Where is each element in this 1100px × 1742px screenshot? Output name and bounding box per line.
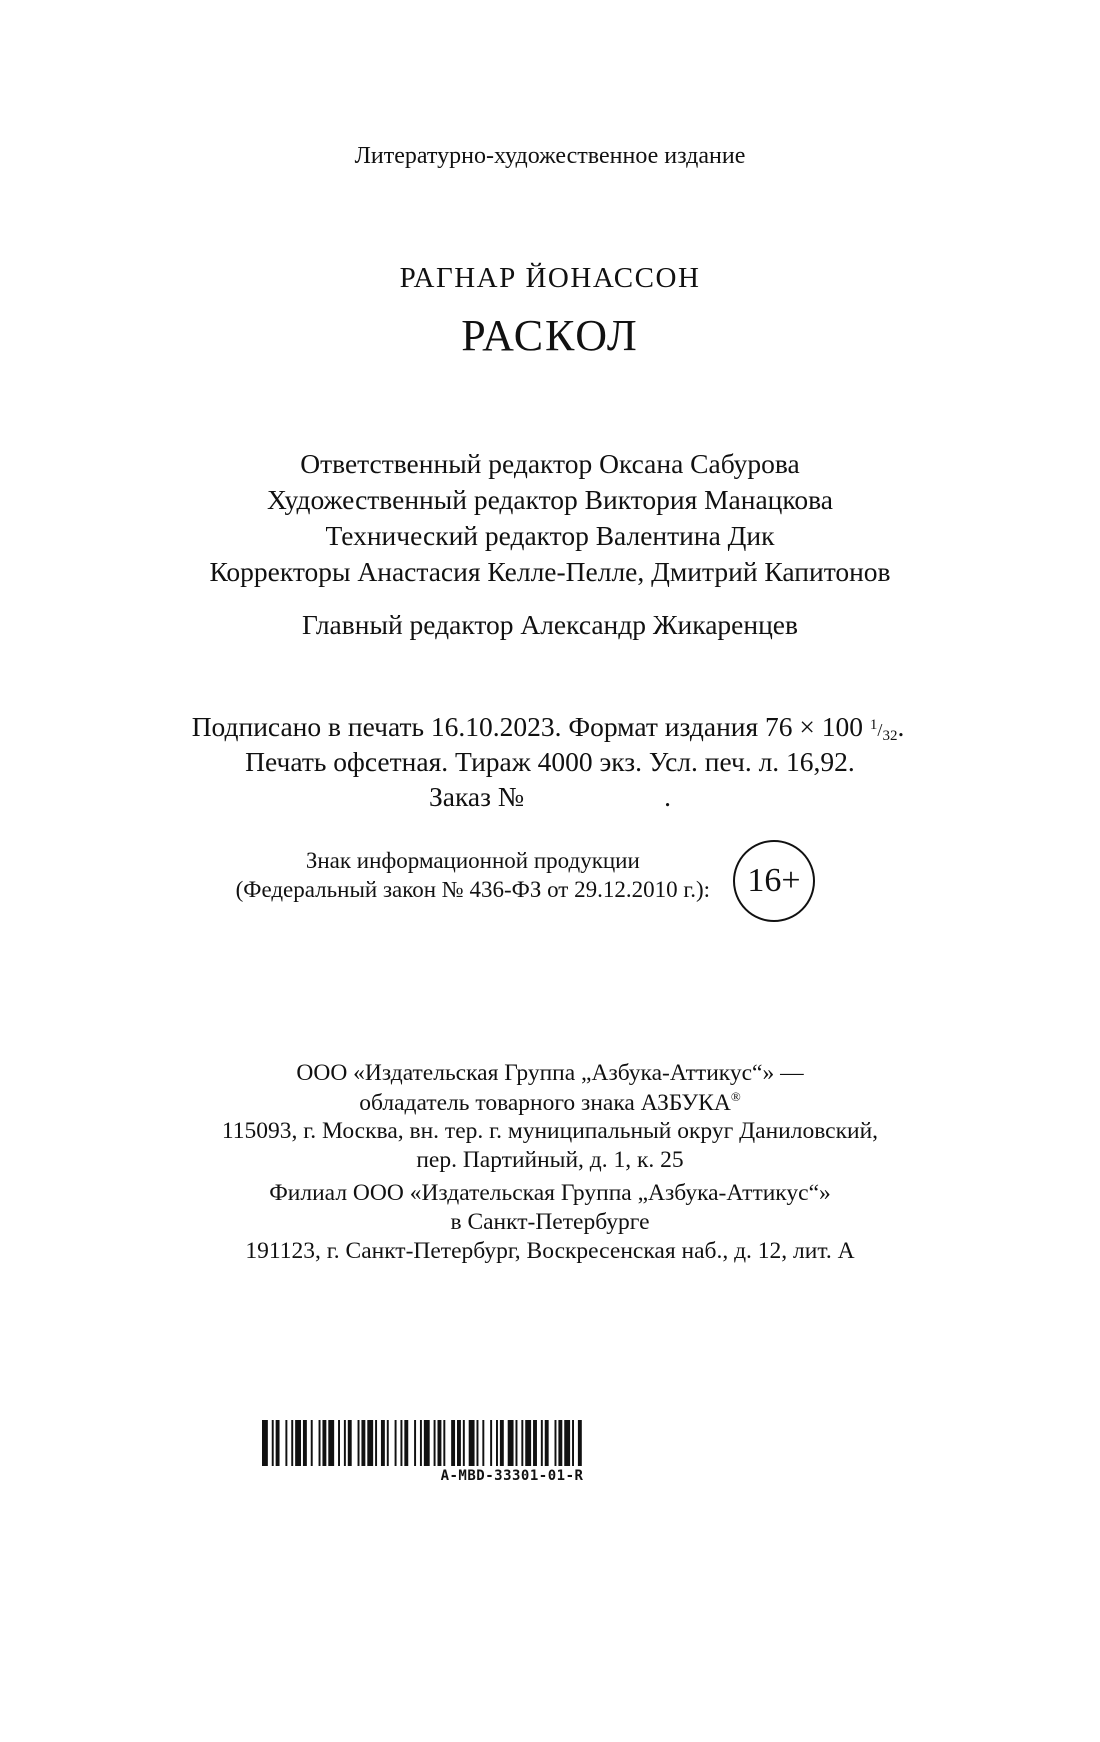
order-end: . [664,781,671,812]
barcode-bar [521,1420,523,1466]
barcode-bar [578,1420,582,1466]
book-title: РАСКОЛ [461,311,639,360]
barcode-bar [469,1420,475,1466]
format-fraction [869,717,898,744]
barcode-code: A-MBD-33301-01-R [440,1468,584,1484]
barcode-bar [381,1420,385,1466]
barcode-bar [482,1420,484,1466]
barcode-bar [545,1420,549,1466]
barcode-bar [564,1420,570,1466]
barcode-bar [525,1420,531,1466]
barcode-bar [438,1420,442,1466]
barcode-bar [328,1420,334,1466]
barcode-bar [295,1420,301,1466]
proofreaders: Корректоры Анастасия Келле-Пелле, Дмитрий Капитонов [209,556,891,587]
barcode-bar [457,1420,461,1466]
technical-editor: Технический редактор Валентина Дик [325,520,775,551]
barcode-bar [404,1420,408,1466]
barcode-bars [262,1420,762,1468]
barcode-bar [348,1420,352,1466]
order-line [0,781,1100,813]
barcode-bar [358,1420,360,1466]
barcode [262,1420,762,1520]
barcode-bar [322,1420,326,1466]
barcode-bar [420,1420,422,1466]
barcode-bar [414,1420,416,1466]
barcode-bar [338,1420,340,1466]
barcode-bar [367,1420,373,1466]
barcode-bar [533,1420,537,1466]
format-slash: / [877,720,883,740]
barcode-bar [311,1420,313,1466]
age-rating-block [0,846,1100,946]
barcode-bar [516,1420,518,1466]
barcode-bar [463,1420,465,1466]
print-run-line: Печать офсетная. Тираж 4000 экз. Усл. печ. л. 16,92. [245,746,855,777]
art-editor: Художественный редактор Виктория Манацкова [267,484,833,515]
barcode-bar [375,1420,377,1466]
publisher-trademark-text: обладатель товарного знака АЗБУКА [359,1090,731,1116]
format-numerator: 1 [869,717,878,733]
barcode-bar [496,1420,498,1466]
barcode-bar [303,1420,307,1466]
publisher-line-2 [0,1089,1100,1117]
author-name: РАГНАР ЙОНАССОН [399,262,701,294]
barcode-bar [572,1420,574,1466]
publisher-address-line-2: пер. Партийный, д. 1, к. 25 [416,1147,684,1173]
barcode-bar [400,1420,402,1466]
publisher-line-1: ООО «Издательская Группа „Азбука-Аттикус“» — [296,1060,804,1086]
barcode-bar [558,1420,562,1466]
branch-line-2: в Санкт-Петербурге [450,1209,650,1235]
barcode-bar [285,1420,287,1466]
barcode-bar [555,1420,557,1466]
order-label: Заказ № [429,781,525,812]
barcode-bar [291,1420,293,1466]
barcode-bar [319,1420,321,1466]
barcode-bar [272,1420,274,1466]
barcode-bar [344,1420,346,1466]
age-rating-line1: Знак информационной продукции [305,848,640,873]
print-signed-end: . [897,711,905,742]
registered-trademark-icon: ® [730,1089,741,1104]
barcode-bar [276,1420,280,1466]
barcode-bar [395,1420,397,1466]
barcode-bar [262,1420,268,1466]
age-rating-text [236,846,710,904]
barcode-bar [424,1420,430,1466]
barcode-bar [443,1420,445,1466]
barcode-bar [434,1420,436,1466]
print-signed-text: Подписано в печать 16.10.2023. Формат издания 76 × 100 [191,711,864,742]
responsible-editor: Ответственный редактор Оксана Сабурова [300,448,800,479]
branch-address-line: 191123, г. Санкт-Петербург, Воскресенская наб., д. 12, лит. А [245,1238,855,1264]
genre-line: Литературно-художественное издание [354,143,746,169]
barcode-bar [387,1420,389,1466]
age-rating-line2: (Федеральный закон № 436-ФЗ от 29.12.2010 г.): [235,877,710,902]
barcode-bar [541,1420,543,1466]
barcode-bar [490,1420,492,1466]
chief-editor: Главный редактор Александр Жикаренцев [302,609,798,640]
barcode-bar [500,1420,504,1466]
barcode-bar [451,1420,455,1466]
publisher-address-line: 115093, г. Москва, вн. тер. г. муниципальный округ Даниловский, [221,1118,879,1144]
age-rating-badge: 16+ [733,840,815,922]
barcode-bar [508,1420,514,1466]
print-signed-line [0,711,1098,745]
branch-line-1: Филиал ООО «Издательская Группа „Азбука-Аттикус“» [269,1180,831,1206]
format-denominator: 32 [882,728,898,744]
barcode-bar [477,1420,479,1466]
barcode-bar [361,1420,365,1466]
